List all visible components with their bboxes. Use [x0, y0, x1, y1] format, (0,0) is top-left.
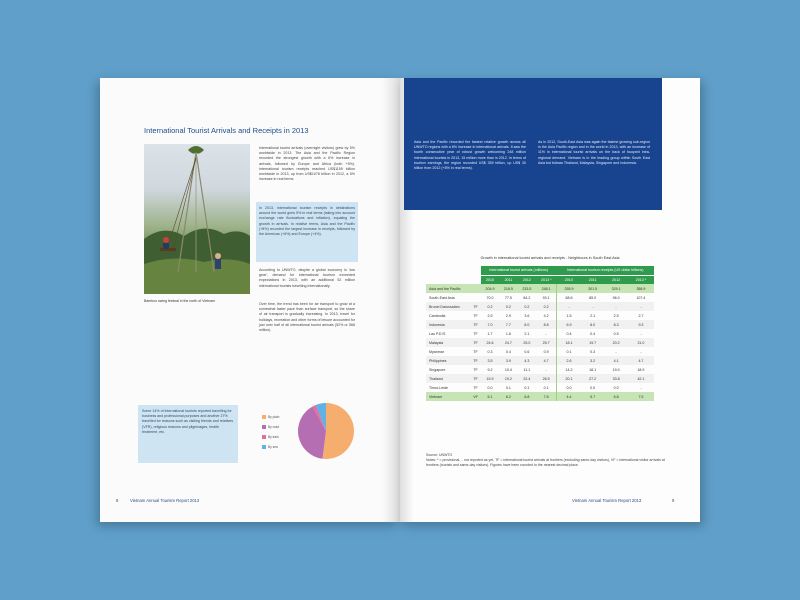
table-cell: .. [545, 367, 548, 372]
table-cell: 0.1 [557, 347, 581, 356]
table-cell: 5.7 [581, 392, 604, 401]
table-cell: 107.4 [636, 295, 646, 300]
table-cell: 233.5 [518, 284, 536, 293]
intro-column-2: As in 2012, South-East Asia was again the fastest growing sub-region in the Asia Pacific region and in the world in 2013, with an increase of 11% in international tourist arrivals on the back of buoyant intra-regional demand. Vietnam is in the leading group within South East Asia but follows Thailand, Malaysia, Singapore and Indonesia. [538, 140, 650, 165]
series-code: VF [470, 392, 480, 401]
table-cell: 0.9 [543, 349, 549, 354]
table-cell: 27.2 [581, 374, 604, 383]
country-name: Vietnam [426, 392, 470, 401]
table-cell: 4.2 [543, 313, 549, 318]
table-cell: 20.1 [557, 374, 581, 383]
table-cell: 26.5 [536, 374, 556, 383]
table-cell: 0.4 [505, 349, 511, 354]
year-header: 2010 [557, 275, 581, 284]
table-cell: 204.9 [481, 284, 499, 293]
series-code: TF [470, 320, 480, 329]
photo-caption: Bamboo swing festival in the north of Vietnam [144, 299, 215, 303]
table-cell: 84.2 [523, 295, 531, 300]
section-title: International Tourist Arrivals and Receipts in 2013 [144, 126, 309, 135]
table-cell: 33.8 [604, 374, 627, 383]
footer-page-number: 9 [672, 498, 675, 503]
series-code: TF [473, 349, 478, 354]
year-header: 2012 [518, 275, 536, 284]
table-row [426, 365, 654, 374]
series-code: TF [473, 385, 478, 390]
table-cell: 0.2 [518, 302, 536, 311]
table-cell: 8.3 [604, 320, 627, 329]
country-name: Myanmar [429, 349, 444, 354]
table-cell: 18.1 [589, 367, 597, 372]
table-cell: 9.2 [487, 367, 493, 372]
legend-item: By plain [262, 412, 279, 422]
table-cell: 329.1 [604, 284, 627, 293]
table-cell: 3.5 [481, 356, 499, 365]
table-cell: 3.6 [524, 313, 530, 318]
series-code [470, 293, 480, 302]
table-cell: 7.6 [536, 392, 556, 401]
table-cell: 4.3 [518, 356, 536, 365]
table-cell: 255.9 [557, 284, 581, 293]
table-row [426, 293, 654, 302]
table-cell: 0.1 [505, 385, 511, 390]
table-cell: 4.7 [536, 356, 556, 365]
table-cell: 4.7 [628, 356, 654, 365]
country-name: Singapore [429, 367, 446, 372]
table-cell: 2.5 [487, 313, 493, 318]
series-code: TF [473, 367, 478, 372]
table-cell: 0.5 [613, 331, 619, 336]
table-cell: 18.9 [637, 367, 645, 372]
table-cell: .. [557, 302, 581, 311]
table-cell: .. [581, 302, 604, 311]
table-cell: .. [604, 302, 627, 311]
table-cell: 2.7 [638, 313, 644, 318]
table-cell: 7.5 [628, 392, 654, 401]
table-cell: 20.2 [604, 338, 627, 347]
table-cell: 6.2 [499, 392, 517, 401]
table-cell: .. [639, 331, 642, 336]
country-name: Lao P.D.R. [429, 331, 447, 336]
table-row [426, 383, 654, 392]
table-cell: 2.1 [590, 313, 596, 318]
pie-info-box: Some 14% of international tourists reported travelling for business and professional purposes and another 27% travelled for reasons such as visiting friends and relatives (VFR), religious reasons and pilgrimages, health treatment, etc. [138, 405, 238, 463]
table-cell: 0.0 [557, 383, 581, 392]
table-cell: 0.1 [543, 385, 549, 390]
table-cell: 1.8 [505, 331, 511, 336]
table-cell: .. [615, 349, 618, 354]
table-row [426, 284, 654, 293]
table-cell: 0.1 [524, 385, 530, 390]
series-code [470, 284, 480, 293]
growth-table [426, 266, 654, 401]
source-line: Source: UNWTO [426, 453, 453, 457]
table-row [426, 302, 654, 311]
table-cell: 14.2 [557, 365, 581, 374]
notes-text: Notes: * = provisional, .. not reported as yet, TF = international tourist arrivals at frontiers (excluding same-day visitors), VF = international visitor arrivals at frontiers (tourists and same-day visitors). Figures have been rounded to the nearest decimal place. [426, 458, 665, 467]
table-cell: 21.0 [628, 338, 654, 347]
table-notes [426, 453, 666, 468]
right-page [400, 78, 700, 522]
table-cell: 0.0 [613, 385, 619, 390]
table-cell: 2.6 [557, 356, 581, 365]
header-receipts: International tourism receipts (US dollar billions) [557, 266, 654, 275]
year-header: 2013 * [536, 275, 556, 284]
transport-pie-chart [296, 401, 356, 461]
table-cell: 0.4 [590, 331, 596, 336]
table-cell: 19.2 [499, 374, 517, 383]
table-cell: 3.2 [581, 356, 604, 365]
year-header: 2011 [499, 275, 517, 284]
footer-page-number: 8 [116, 498, 119, 503]
table-cell: 248.1 [536, 284, 556, 293]
table-cell: 93.1 [542, 295, 550, 300]
table-cell: 0.6 [524, 349, 530, 354]
table-cell: 218.5 [499, 284, 517, 293]
table-cell: .. [545, 331, 548, 336]
table-cell: .. [639, 349, 642, 354]
legend-item: By train [262, 432, 279, 442]
table-cell: 0.0 [487, 385, 493, 390]
intro-column-1: Asia and the Pacific recorded the fastest relative growth across all UNWTO regions with a 6% increase in international arrivals. It saw the fourth consecutive year of robust growth welcoming 248 million international tourists in 2013, 15 million more than in 2012. In terms of tourism earnings, the region recorded US$ 359 billion, up US$ 30 billion from 2012 (+8% in real terms). [414, 140, 526, 171]
table-cell: 358.9 [628, 284, 654, 293]
table-cell: 301.5 [581, 284, 604, 293]
table-cell: 0.3 [487, 349, 493, 354]
table-cell: 19.7 [581, 338, 604, 347]
table-cell: 8.0 [581, 320, 604, 329]
table-cell: 96.0 [612, 295, 620, 300]
table-row [426, 311, 654, 320]
table-cell: 24.7 [499, 338, 517, 347]
table-cell: 15.9 [481, 374, 499, 383]
table-cell: 25.7 [536, 338, 556, 347]
table-cell: 6.8 [518, 392, 536, 401]
country-name: Brunei Darussalam [426, 302, 470, 311]
highlight-box: In 2013, international tourism receipts in destinations around the world grew 5% in real terms (taking into account exchange rate fluctuations and inflation), equaling the growth in arrivals. In relative terms, Asia and the Pacific (+8%) recorded the largest increase in receipts, followed by the Americas (+6%) and Europe (+4%). [256, 202, 358, 262]
footer-report-title: Vietnam Annual Tourism Report 2013 [572, 498, 642, 503]
table-row [426, 329, 654, 338]
brochure-spread [100, 78, 700, 522]
year-header: 2012 [604, 275, 627, 284]
table-cell: 11.1 [523, 367, 531, 372]
country-name: Thailand [426, 374, 470, 383]
table-cell: 22.4 [518, 374, 536, 383]
paragraph-1: International tourist arrivals (overnight visitors) grew by 5% worldwide in 2013. The Asia and the Pacific Region recorded the strongest growth with a 6% increase in arrivals, followed by Europe and Africa (both +5%). International tourism receipts reached US$1159 billion worldwide in 2013, up from US$1078 billion in 2012, a 5% increase in real terms. [259, 146, 355, 182]
table-cell: 85.0 [589, 295, 597, 300]
table-cell: 25.0 [518, 338, 536, 347]
table-cell: 8.8 [536, 320, 556, 329]
country-name: Asia and the Pacific [426, 284, 470, 293]
series-code: TF [470, 302, 480, 311]
table-row [426, 320, 654, 329]
series-code: TF [470, 338, 480, 347]
series-code: TF [473, 313, 478, 318]
pie-slice [322, 403, 354, 459]
table-cell: 2.9 [505, 313, 511, 318]
table-cell: 9.3 [628, 320, 654, 329]
table-row [426, 338, 654, 347]
year-header: 2013 * [628, 275, 654, 284]
paragraph-2: According to UNWTO, despite a global economy in 'low gear', demand for international tourism exceeded expectations in 2013, with an additional 52 million international tourists travelling internationally. [259, 268, 355, 288]
table-cell: 2.5 [613, 313, 619, 318]
table-cell: 42.1 [628, 374, 654, 383]
table-title: Growth in international tourist arrivals and receipts - Neighbours in South East Asia [480, 256, 620, 260]
paragraph-3: Over time, the trend has been for air transport to grow at a somewhat faster pace than surface transport, so the share of air transport is gradually increasing. In 2013, travel for holidays, recreation and other forms of leisure accounted for just over half of all international tourist arrivals (52% or 568 million). [259, 302, 355, 333]
table-cell: 8.0 [518, 320, 536, 329]
table-cell: 24.6 [481, 338, 499, 347]
country-name: Philippines [426, 356, 470, 365]
country-name: Timor-Leste [429, 385, 449, 390]
country-name: Cambodia [429, 313, 446, 318]
table-cell: 0.2 [536, 302, 556, 311]
table-cell: 1.5 [557, 311, 581, 320]
table-body [426, 284, 654, 401]
table-cell: 10.4 [504, 367, 512, 372]
table-cell: 6.8 [604, 392, 627, 401]
series-code: TF [473, 331, 478, 336]
table-cell: 0.3 [590, 349, 596, 354]
pie-legend [262, 412, 279, 452]
table-cell: 3.9 [499, 356, 517, 365]
left-page [100, 78, 400, 522]
table-cell: 2.1 [524, 331, 530, 336]
table-cell: 19.0 [612, 367, 620, 372]
header-arrivals: International tourist arrivals (millions) [481, 266, 557, 275]
legend-item: By road [262, 422, 279, 432]
table-cell: 5.1 [481, 392, 499, 401]
table-cell: .. [628, 302, 654, 311]
country-name: Malaysia [426, 338, 470, 347]
table-cell: 7.7 [499, 320, 517, 329]
table-cell: 68.6 [557, 293, 581, 302]
table-cell: 4.4 [557, 392, 581, 401]
years-header-row [426, 275, 654, 284]
table-cell: 0.2 [499, 302, 517, 311]
table-cell: 6.9 [557, 320, 581, 329]
table-cell: 4.1 [604, 356, 627, 365]
country-name: Indonesia [426, 320, 470, 329]
table-cell: .. [639, 385, 642, 390]
series-code: TF [470, 356, 480, 365]
table-row [426, 392, 654, 401]
table-cell: 70.0 [486, 295, 494, 300]
country-name: South-East Asia [429, 295, 455, 300]
table-row [426, 374, 654, 383]
table-cell: 0.0 [590, 385, 596, 390]
series-code: TF [470, 374, 480, 383]
table-row [426, 356, 654, 365]
year-header: 2010 [481, 275, 499, 284]
swing-festival-photo [144, 144, 250, 294]
table-cell: 18.1 [557, 338, 581, 347]
table-cell: 7.0 [481, 320, 499, 329]
table-row [426, 347, 654, 356]
table-cell: 0.4 [557, 329, 581, 338]
footer-report-title: Vietnam Annual Tourism Report 2013 [130, 498, 200, 503]
table-cell: 0.2 [481, 302, 499, 311]
table-cell: 1.7 [487, 331, 493, 336]
year-header: 2011 [581, 275, 604, 284]
legend-item: By sea [262, 442, 279, 452]
table-cell: 77.5 [504, 295, 512, 300]
